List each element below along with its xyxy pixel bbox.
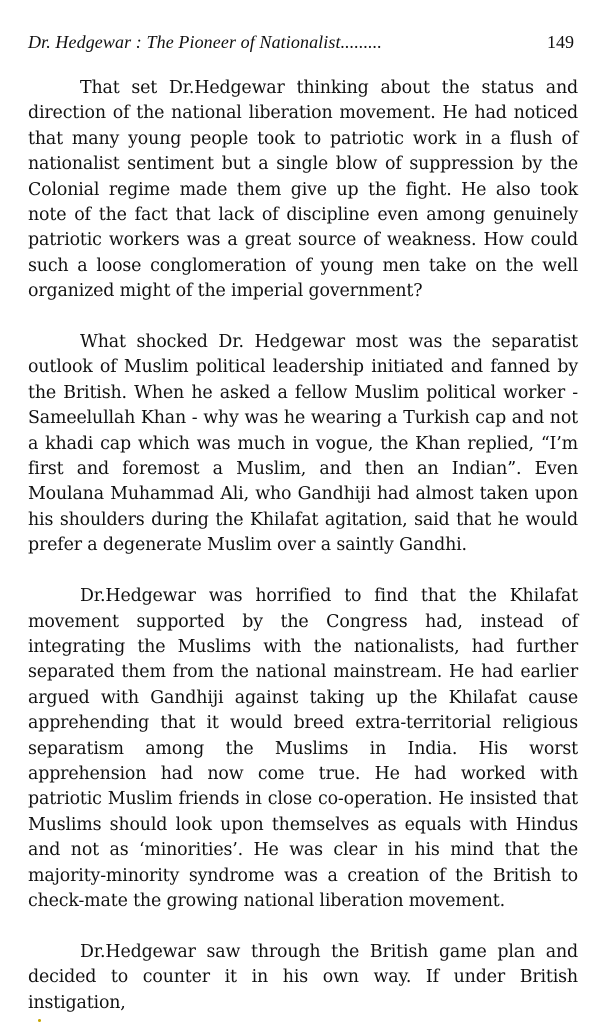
running-title: Dr. Hedgewar : The Pioneer of Nationalist......... [28, 32, 382, 52]
print-speck [38, 1019, 41, 1022]
paragraph: That set Dr.Hedgewar thinking about the status and direction of the national liberation movement. He had noticed that many young people took to patriotic work in a flush of nationalist sentiment but a single blow of suppression by the Colonial regime made them give up the fight. He also took note of the fact that lack of discipline even among genuinely patriotic workers was a great source of weakness. How could such a loose conglomeration of young men take on the well organized might of the imperial government? [28, 78, 578, 302]
page-number: 149 [547, 32, 574, 52]
paragraph: Dr.Hedgewar saw through the British game plan and decided to counter it in his own way. If under British instigation, [28, 941, 578, 1013]
paragraph: Dr.Hedgewar was horrified to find that the Khilafat movement supported by the Congress had, instead of integrating the Muslims with the nationalists, had further separated them from the national mainstream. He had earlier argued with Gandhiji against taking up the Khilafat cause apprehending that it would breed extra-territorial religious separatism among the Muslims in India. His worst apprehension had now come true. He had worked with patriotic Muslim friends in close co-operation. He insisted that Muslims should look upon themselves as equals with Hindus and not as ‘minorities’. He was clear in his mind that the majority-minority syndrome was a creation of the British to check-mate the growing national liberation movement. [28, 586, 578, 911]
paragraph: What shocked Dr. Hedgewar most was the separatist outlook of Muslim political leadership initiated and fanned by the British. When he asked a fellow Muslim political worker - Sameelullah Khan - why was he wearing a Turkish cap and not a khadi cap which was much in vogue, the Khan replied, “I’m first and foremost a Muslim, and then an Indian”. Even Moulana Muhammad Ali, who Gandhiji had almost taken upon his shoulders during the Khilafat agitation, said that he would prefer a degenerate Muslim over a saintly Gandhi. [28, 332, 578, 556]
page-header [28, 32, 574, 60]
body-text [28, 76, 578, 1016]
